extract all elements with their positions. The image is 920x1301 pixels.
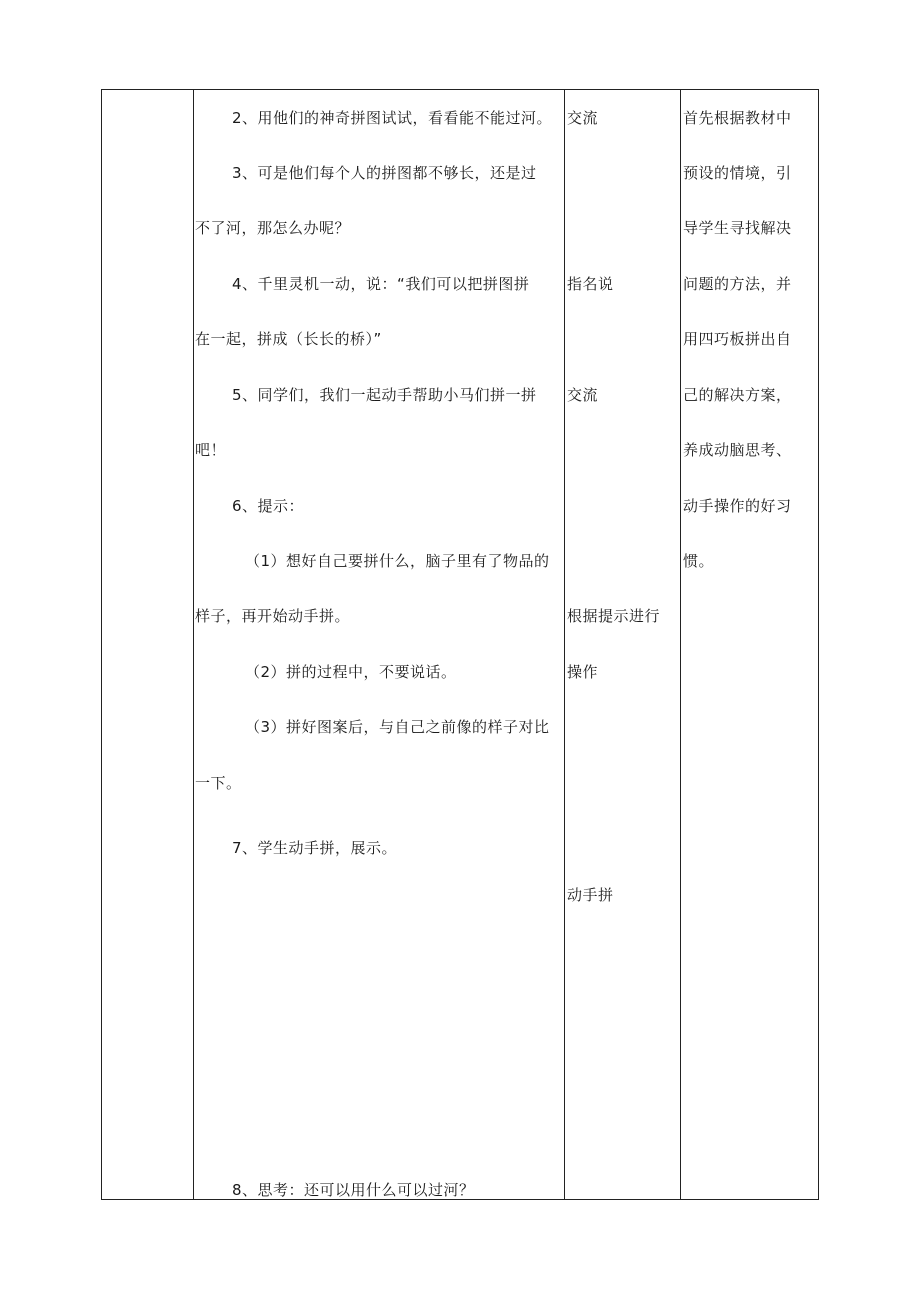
process-line-12: （3）拼好图案后，与自己之前像的样子对比	[245, 718, 550, 736]
process-line-1: 2、用他们的神奇拼图试试，看看能不能过河。	[232, 109, 553, 127]
student-line-1: 交流	[567, 109, 599, 127]
intent-line-5: 用四巧板拼出自	[683, 330, 792, 348]
process-line-4: 4、千里灵机一动，说：“我们可以把拼图拼	[232, 275, 530, 293]
process-line-15: 8、思考：还可以用什么可以过河？	[232, 1181, 475, 1199]
process-line-9: （1）想好自己要拼什么，脑子里有了物品的	[245, 552, 550, 570]
intent-line-1: 首先根据教材中	[683, 109, 792, 127]
intent-line-2: 预设的情境，引	[683, 164, 792, 182]
intent-line-3: 导学生寻找解决	[683, 219, 792, 237]
student-line-3: 交流	[567, 386, 599, 404]
process-line-2: 3、可是他们每个人的拼图都不够长，还是过	[232, 164, 537, 182]
student-line-6: 动手拼	[567, 886, 614, 904]
intent-line-6: 己的解决方案，	[683, 386, 792, 404]
process-line-5: 在一起，拼成（长长的桥）”	[195, 330, 382, 348]
process-line-6: 5、同学们，我们一起动手帮助小马们拼一拼	[232, 386, 537, 404]
process-line-10: 样子，再开始动手拼。	[195, 607, 351, 625]
column-divider-1	[193, 89, 194, 1200]
intent-line-4: 问题的方法，并	[683, 275, 792, 293]
student-line-5: 操作	[567, 663, 599, 681]
process-line-11: （2）拼的过程中，不要说话。	[245, 663, 457, 681]
column-divider-3	[680, 89, 681, 1200]
student-line-4: 根据提示进行	[567, 607, 661, 625]
process-line-14: 7、学生动手拼，展示。	[232, 839, 398, 857]
intent-line-8: 动手操作的好习	[683, 497, 792, 515]
process-line-7: 吧！	[195, 441, 227, 459]
process-line-13: 一下。	[195, 774, 242, 792]
process-line-8: 6、提示：	[232, 497, 305, 515]
student-line-2: 指名说	[567, 275, 614, 293]
process-line-3: 不了河，那怎么办呢？	[195, 219, 351, 237]
lesson-table	[101, 89, 819, 1200]
intent-line-9: 惯。	[683, 552, 715, 570]
column-divider-2	[564, 89, 565, 1200]
intent-line-7: 养成动脑思考、	[683, 441, 792, 459]
